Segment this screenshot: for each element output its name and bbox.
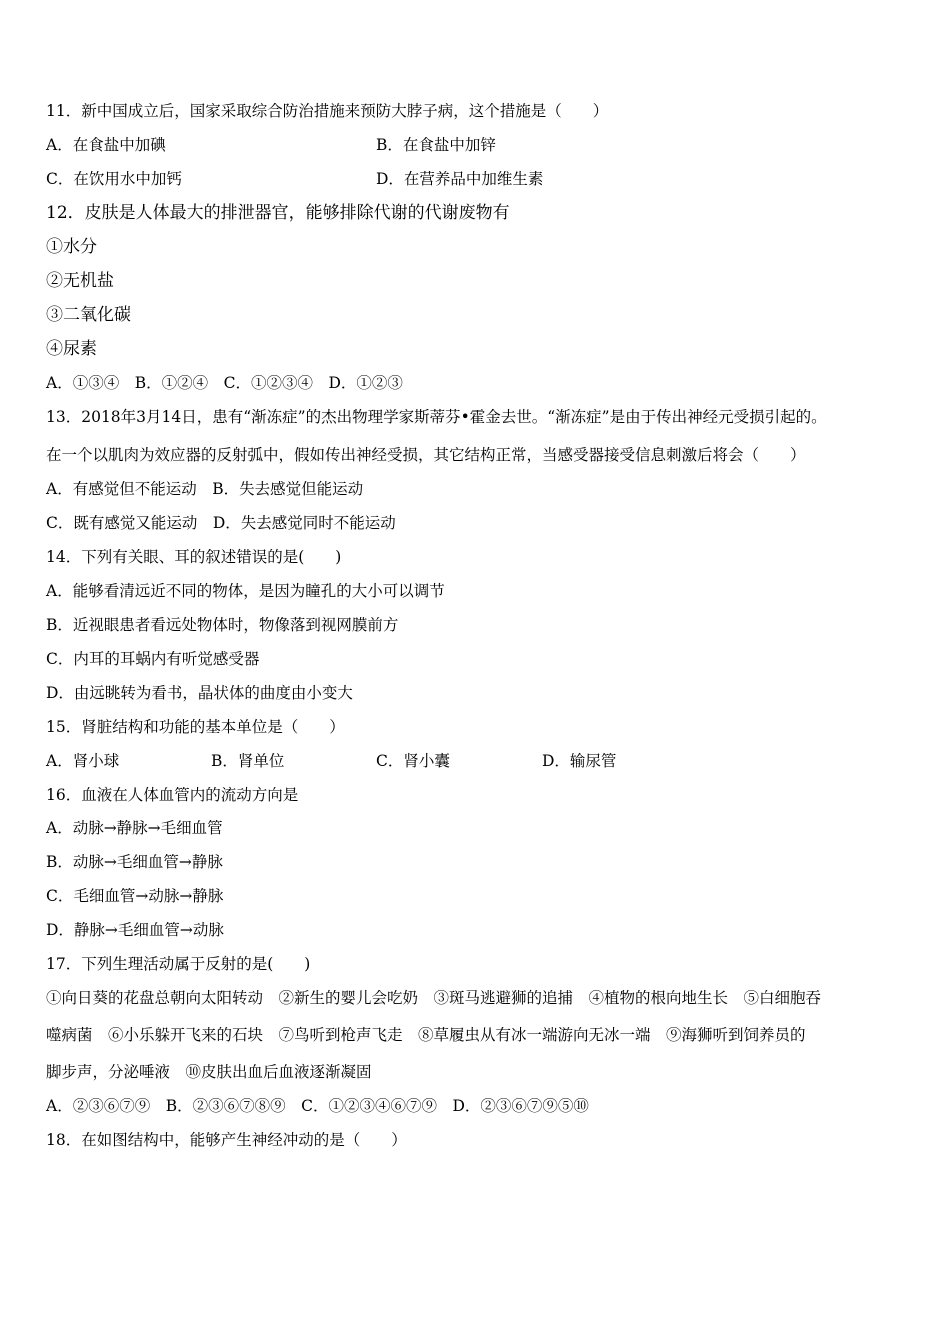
q16-option-c[interactable]: C．毛细血管→动脉→静脉 [46,887,224,905]
q11-option-a[interactable]: A．在食盐中加碘 [46,136,166,154]
q13-stem-line1: 13．2018年3月14日，患有“渐冻症”的杰出物理学家斯蒂芬•霍金去世。“渐冻症”是由于传出神经元受损引起的。 [46,408,827,426]
q18-stem: 18．在如图结构中，能够产生神经冲动的是（ ） [46,1131,407,1149]
q12-item-2: ②无机盐 [46,271,114,291]
q15-option-d[interactable]: D．输尿管 [542,752,617,770]
q15-option-b[interactable]: B．肾单位 [211,752,285,770]
q17-stem: 17．下列生理活动属于反射的是( ) [46,955,311,973]
q14-option-b[interactable]: B．近视眼患者看远处物体时，物像落到视网膜前方 [46,616,399,634]
q16-option-a[interactable]: A．动脉→静脉→毛细血管 [46,819,223,837]
q11-option-d[interactable]: D．在营养品中加维生素 [376,170,544,188]
q11-stem: 11．新中国成立后，国家采取综合防治措施来预防大脖子病，这个措施是（ ） [46,102,609,120]
q12-item-3: ③二氧化碳 [46,305,131,325]
q16-option-d[interactable]: D．静脉→毛细血管→动脉 [46,921,224,939]
q17-item-line2: 噬病菌 ⑥小乐躲开飞来的石块 ⑦鸟听到枪声飞走 ⑧草履虫从有冰一端游向无冰一端 ⑨海狮听到饲养员的 [46,1026,806,1044]
q12-stem: 12．皮肤是人体最大的排泄器官，能够排除代谢的代谢废物有 [46,203,510,223]
q17-item-line1: ①向日葵的花盘总朝向太阳转动 ②新生的婴儿会吃奶 ③斑马逃避狮的追捕 ④植物的根向地生长 ⑤白细胞吞 [46,989,822,1007]
q13-stem-line2: 在一个以肌肉为效应器的反射弧中，假如传出神经受损，其它结构正常，当感受器接受信息刺激后将会（ ） [46,446,806,464]
q14-stem: 14．下列有关眼、耳的叙述错误的是( ) [46,548,342,566]
q17-item-line3: 脚步声，分泌唾液 ⑩皮肤出血后血液逐渐凝固 [46,1063,372,1081]
q15-option-c[interactable]: C．肾小囊 [376,752,450,770]
q15-option-a[interactable]: A．肾小球 [46,752,120,770]
q12-options[interactable]: A．①③④ B．①②④ C．①②③④ D．①②③ [46,374,403,392]
q13-options-cd[interactable]: C．既有感觉又能运动 D．失去感觉同时不能运动 [46,514,396,532]
q14-option-d[interactable]: D．由远眺转为看书，晶状体的曲度由小变大 [46,684,353,702]
q14-option-a[interactable]: A．能够看清远近不同的物体，是因为瞳孔的大小可以调节 [46,582,445,600]
q15-stem: 15．肾脏结构和功能的基本单位是（ ） [46,718,345,736]
q17-options[interactable]: A．②③⑥⑦⑨ B．②③⑥⑦⑧⑨ C．①②③④⑥⑦⑨ D．②③⑥⑦⑨⑤⑩ [46,1097,589,1115]
q12-item-4: ④尿素 [46,339,97,359]
q14-option-c[interactable]: C．内耳的耳蜗内有听觉感受器 [46,650,260,668]
q11-option-c[interactable]: C．在饮用水中加钙 [46,170,182,188]
q12-item-1: ①水分 [46,237,97,257]
q16-stem: 16．血液在人体血管内的流动方向是 [46,786,299,804]
q13-options-ab[interactable]: A．有感觉但不能运动 B．失去感觉但能运动 [46,480,364,498]
q16-option-b[interactable]: B．动脉→毛细血管→静脉 [46,853,223,871]
q11-option-b[interactable]: B．在食盐中加锌 [376,136,496,154]
